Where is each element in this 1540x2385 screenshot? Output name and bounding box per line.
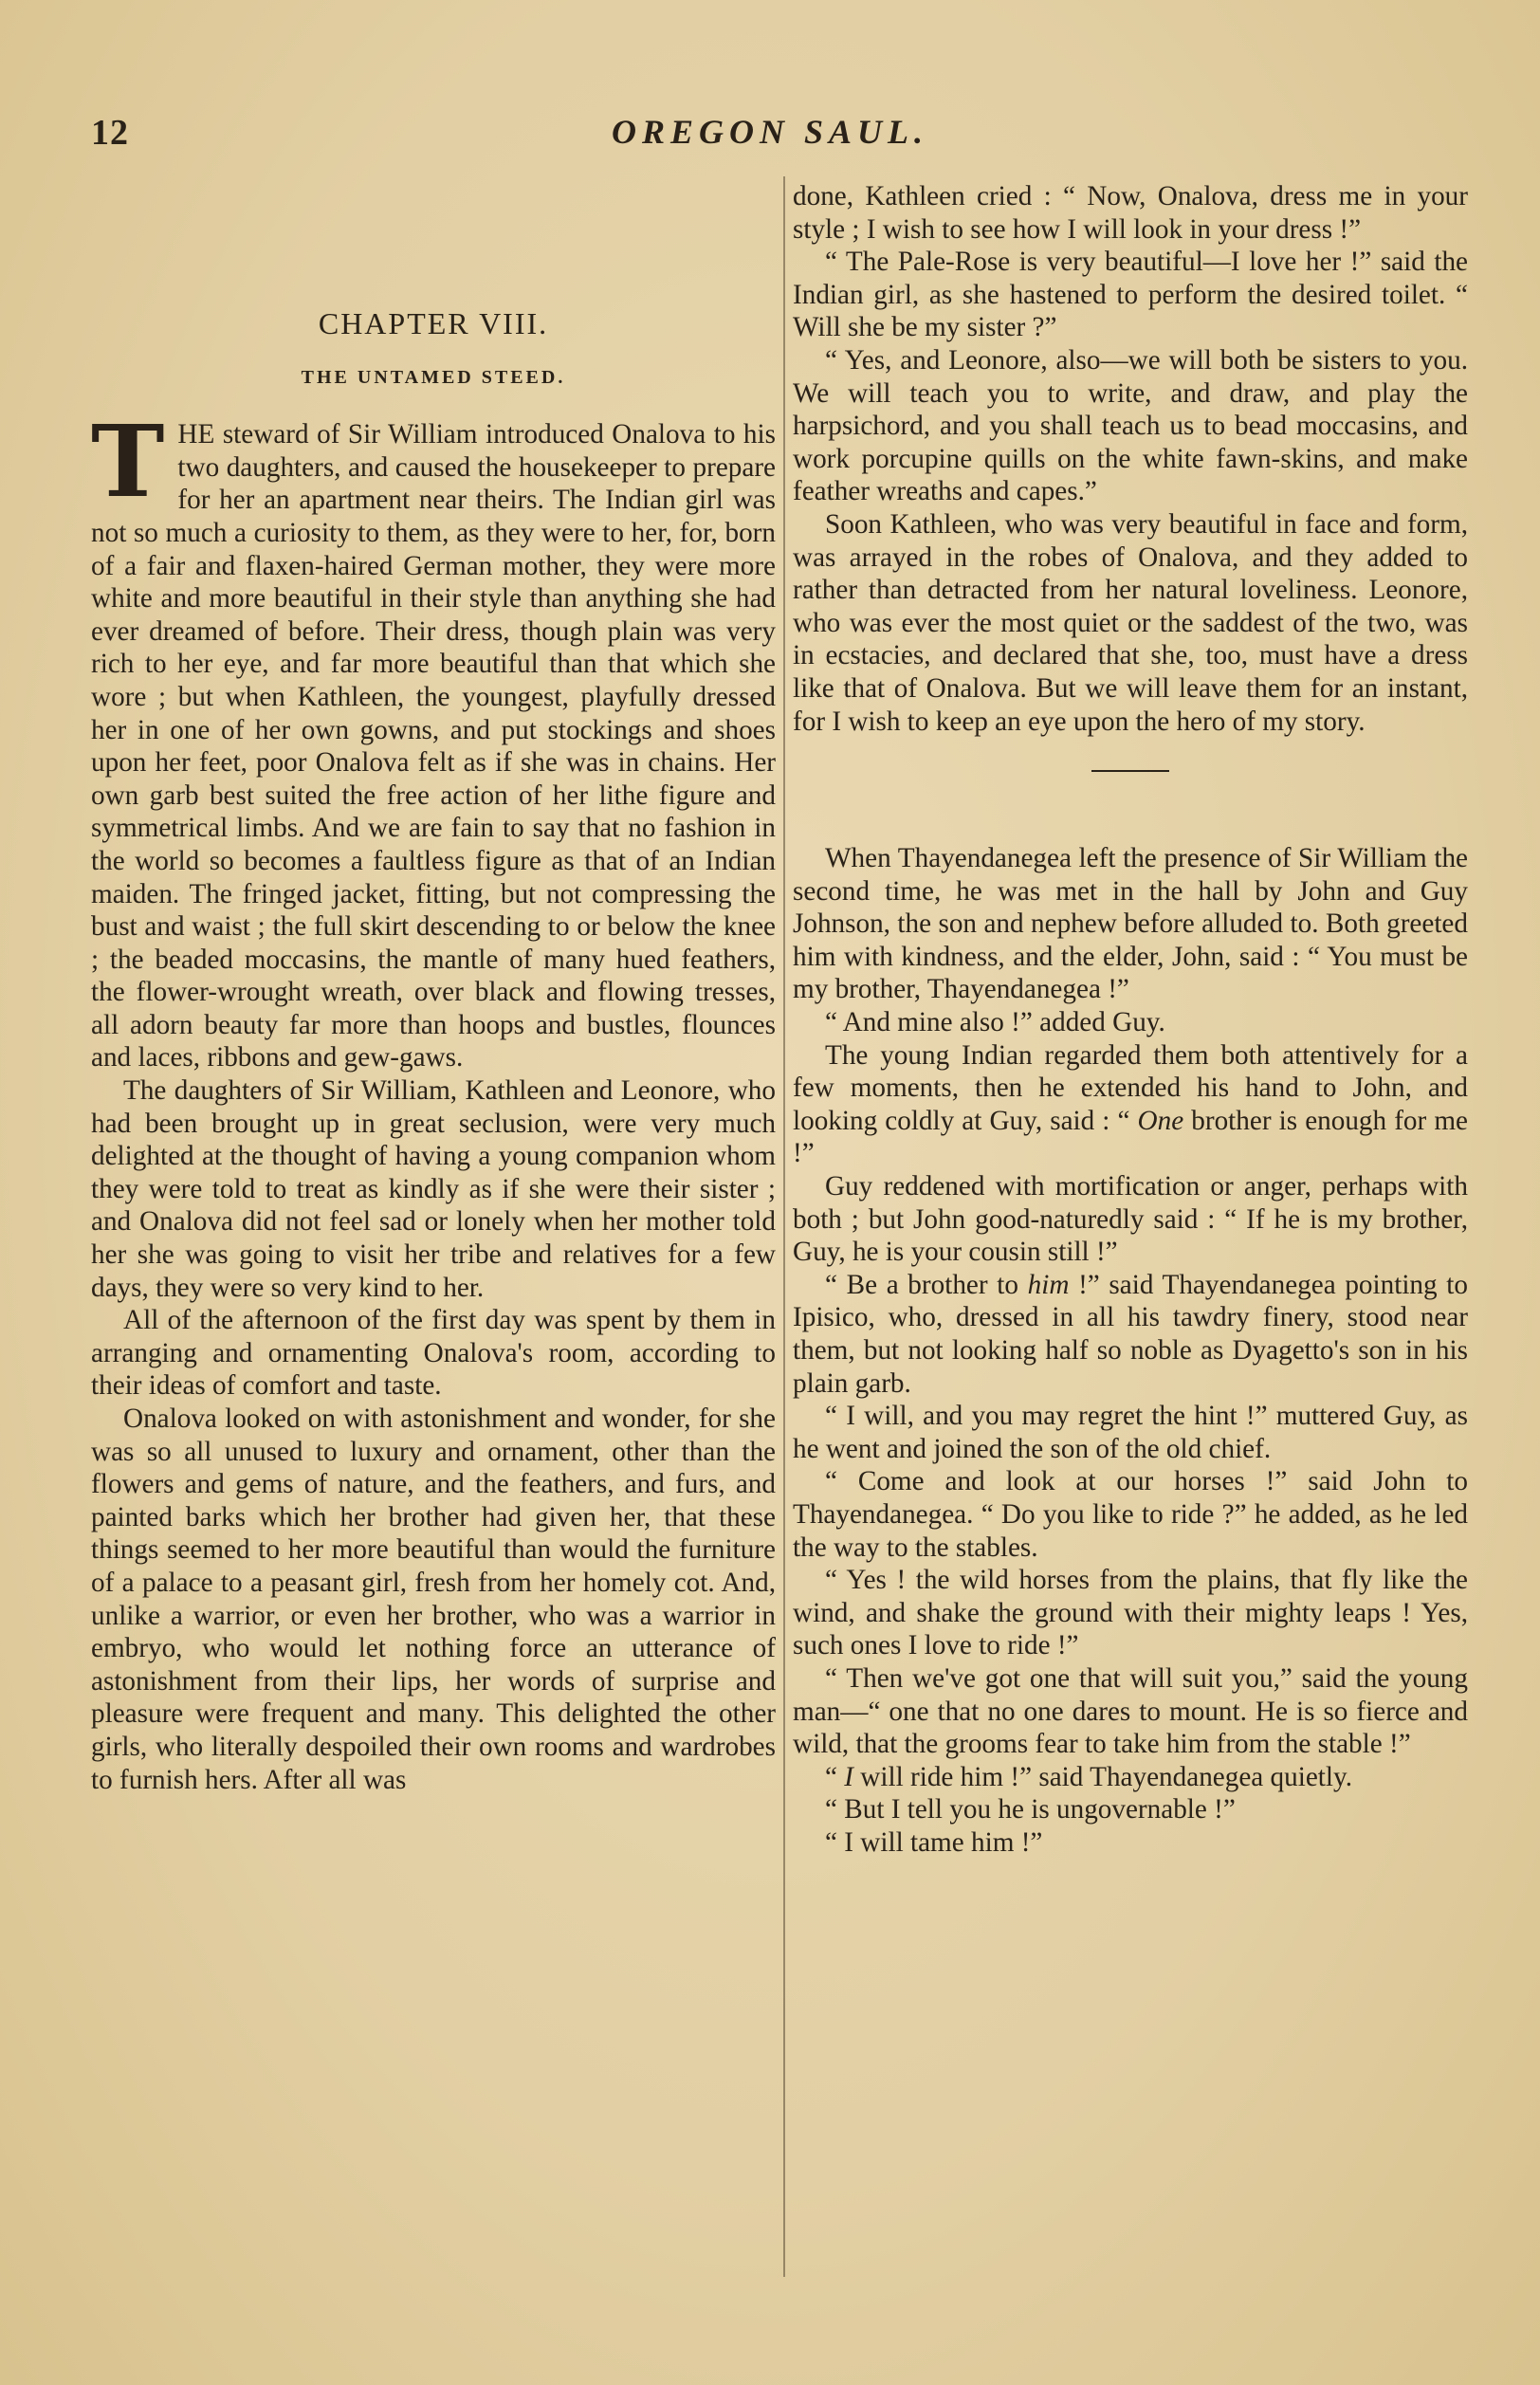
scene-break-rule (1091, 770, 1169, 772)
paragraph-text: “ (825, 1761, 845, 1792)
paragraph: “ The Pale-Rose is very beautiful—I love her !” said the Indian girl, as she hastened to perform the desired toilet. “ Will she be my sister ?” (793, 247, 1468, 343)
chapter-title: THE UNTAMED STEED. (301, 366, 566, 388)
page-number: 12 (91, 113, 129, 153)
paragraph: “ And mine also !” added Guy. (825, 1007, 1165, 1038)
paragraph: All of the afternoon of the first day was spent by them in arranging and ornamenting Onalova's room, according to their ideas of comfort and taste. (91, 1305, 776, 1402)
paragraph-text: will ride him !” said Thayendanegea quietly. (853, 1761, 1353, 1792)
paragraph: Guy reddened with mortification or anger, perhaps with both ; but John good-naturedly said : “ If he is my brother, Guy, he is your cousin still !” (793, 1171, 1468, 1268)
chapter-number: CHAPTER VIII. (318, 306, 549, 340)
paragraph: The daughters of Sir William, Kathleen and Leonore, who had been brought up in great seclusion, were very much delighted at the thought of having a young companion whom they were told to treat as kindly as if she were their sister ; and Onalova did not feel sad or lonely when her mother told her she was going to visit her tribe and relatives for a few days, they were so very kind to her. (91, 1075, 776, 1303)
paragraph (793, 1269, 1468, 1400)
paragraph: “ I will, and you may regret the hint !” muttered Guy, as he went and joined the son of the old chief. (793, 1401, 1468, 1464)
emphasis: him (1027, 1269, 1070, 1300)
paragraph-text: “ Be a brother to (825, 1269, 1028, 1300)
paragraph-text: The young Indian regarded them both attentively for a few moments, then he extended his hand to John, and looking coldly at Guy, said : (793, 1039, 1468, 1136)
drop-cap: T (91, 403, 165, 521)
paragraph: Soon Kathleen, who was very beautiful in face and form, was arrayed in the robes of Onalova, and they added to rather than detracted from her natural loveliness. Leonore, who was ever the most quiet or the saddest of the two, was in ecstacies, and declared that she, too, must have a dress like that of Onalova. But we will leave them for an instant, for I wish to keep an eye upon the hero of my story. (793, 508, 1468, 737)
paragraph (793, 1761, 1468, 1794)
running-title: OREGON SAUL. (611, 113, 929, 151)
quote-open: “ (1109, 1105, 1138, 1136)
paragraph: “ Yes, and Leonore, also—we will both be sisters to you. We will teach you to write, and draw, and play the harpsichord, and you shall teach us to bead moccasins, and work porcupine quills on the white fawn-skins, and make feather wreaths and capes.” (793, 344, 1468, 507)
left-column (91, 178, 776, 1796)
paragraph-text: !” said Thayendanegea pointing to Ipisico, who, dressed in all his tawdry finery, stood near them, but not looking half so noble as Dyagetto's son in his plain garb. (793, 1269, 1468, 1399)
paragraph: Onalova looked on with astonishment and wonder, for she was so all unused to luxury and ornament, other than the flowers and gems of nature, and the feathers, and furs, and painted barks which her brother had given her, that these things seemed to her more beautiful than would the furniture of a palace to a peasant girl, fresh from her homely cot. And, unlike a warrior, or even her brother, who was a warrior in embryo, who would let nothing force an utterance of astonishment from their lips, her words of surprise and pleasure were frequent and many. This delighted the other girls, who literally despoiled their own rooms and wardrobes to furnish hers. After all was (91, 1403, 776, 1795)
paragraph: When Thayendanegea left the presence of Sir William the second time, he was met in the hall by John and Guy Johnson, the son and nephew before alluded to. Both greeted him with kindness, and the elder, John, said : “ You must be my brother, Thayendanegea !” (793, 843, 1468, 1005)
paragraph (793, 1039, 1468, 1170)
paragraph: “ Yes ! the wild horses from the plains, that fly like the wind, and shake the ground with their mighty leaps ! Yes, such ones I love to ride !” (793, 1565, 1468, 1661)
column-divider (783, 176, 785, 2277)
paragraph: “ I will tame him !” (825, 1826, 1043, 1858)
paragraph (91, 403, 776, 1074)
paragraph-text: brother is enough for me !” (793, 1105, 1468, 1169)
paragraph: “ Come and look at our horses !” said John to Thayendanegea. “ Do you like to ride ?” he added, as he led the way to the stables. (793, 1466, 1468, 1563)
paragraph: “ But I tell you he is ungovernable !” (825, 1794, 1236, 1825)
paragraph-text: HE steward of Sir William introduced Onalova to his two daughters, and caused the housekeeper to prepare for her an apartment near theirs. The Indian girl was not so much a curiosity to them, as they were to her, for, born of a fair and flaxen-haired German mother, they were more white and more beautiful in their style than anything she had ever dreamed of before. Their dress, though plain was very rich to her eye, and far more beautiful than that which she wore ; but when Kathleen, the youngest, playfully dressed her in one of her own gowns, and put stockings and shoes upon her feet, poor Onalova felt as if she was in chains. Her own garb best suited the free action of her lithe figure and symmetrical limbs. And we are fain to say that no fashion in the world so becomes a faultless figure as that of an Indian maiden. The fringed jacket, fitting, but not compressing the bust and waist ; the full skirt descending to or below the knee ; the beaded moccasins, the mantle of many hued feathers, the flower-wrought wreath, over black and flowing tresses, all adorn beauty far more than hoops and bustles, flounces and laces, ribbons and gew-gaws. (91, 419, 776, 1073)
emphasis: One (1137, 1105, 1184, 1136)
paragraph: “ Then we've got one that will suit you,” said the young man—“ one that no one dares to mount. He is so fierce and wild, that the grooms fear to take him from the stable !” (793, 1662, 1468, 1760)
paragraph: done, Kathleen cried : “ Now, Onalova, dress me in your style ; I wish to see how I will look in your dress !” (793, 181, 1468, 245)
right-column (793, 180, 1468, 1860)
emphasis: I (844, 1761, 853, 1792)
